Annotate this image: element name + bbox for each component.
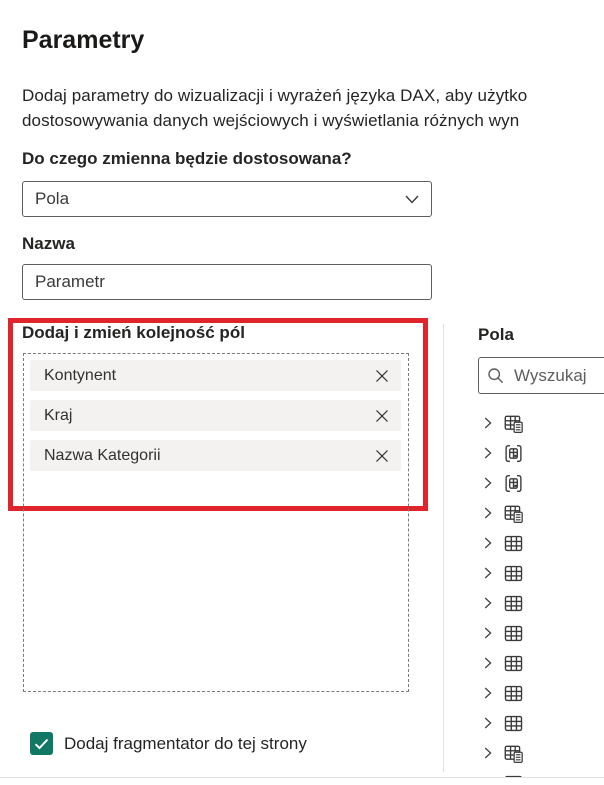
calculated-table-icon: [504, 744, 523, 763]
selected-field-chip[interactable]: [30, 400, 401, 431]
fields-tree-row[interactable]: [484, 468, 604, 498]
adjust-question-label: Do czego zmienna będzie dostosowana?: [22, 149, 352, 168]
selected-fields-list: [30, 360, 401, 480]
fields-search-input[interactable]: [512, 365, 604, 387]
fields-search-box: [478, 357, 604, 394]
fields-tree-row[interactable]: [484, 558, 604, 588]
slicer-checkbox[interactable]: [30, 732, 53, 755]
chevron-right-icon[interactable]: [484, 596, 495, 610]
chevron-right-icon[interactable]: [484, 776, 495, 777]
chevron-right-icon[interactable]: [484, 506, 495, 520]
table-icon: [504, 534, 523, 553]
table-icon: [504, 624, 523, 643]
fields-tree-row[interactable]: [484, 648, 604, 678]
fields-tree-row[interactable]: [484, 738, 604, 768]
selected-field-chip[interactable]: [30, 360, 401, 391]
fields-tree-row[interactable]: [484, 588, 604, 618]
fields-panel-title: Pola: [478, 325, 514, 344]
chevron-right-icon[interactable]: [484, 746, 495, 760]
description-line-1: Dodaj parametry do wizualizacji i wyrażeń języka DAX, aby użytko: [22, 86, 528, 105]
table-icon: [504, 714, 523, 733]
fields-tree-row[interactable]: [484, 768, 604, 777]
chevron-right-icon[interactable]: [484, 656, 495, 670]
dismiss-icon[interactable]: [375, 449, 389, 463]
fields-tree-row[interactable]: [484, 528, 604, 558]
chevron-right-icon[interactable]: [484, 536, 495, 550]
parameter-table-icon: [504, 474, 523, 493]
chevron-right-icon[interactable]: [484, 716, 495, 730]
chevron-right-icon[interactable]: [484, 416, 495, 430]
table-icon: [504, 594, 523, 613]
selected-field-chip[interactable]: [30, 440, 401, 471]
fields-tree-row[interactable]: [484, 498, 604, 528]
fields-tree-row[interactable]: [484, 618, 604, 648]
selected-field-label: Nazwa Kategorii: [44, 446, 161, 464]
fields-tree: [484, 408, 604, 777]
adjust-type-dropdown-value: Pola: [35, 189, 70, 208]
chevron-right-icon[interactable]: [484, 566, 495, 580]
dismiss-icon[interactable]: [375, 409, 389, 423]
selected-field-label: Kraj: [44, 406, 73, 424]
panel-divider: [443, 324, 444, 772]
chevron-right-icon[interactable]: [484, 476, 495, 490]
chevron-right-icon[interactable]: [484, 446, 495, 460]
fields-section-label: Dodaj i zmień kolejność pól: [22, 323, 245, 342]
page-title: Parametry: [22, 26, 145, 54]
fields-tree-row[interactable]: [484, 678, 604, 708]
fields-tree-row[interactable]: [484, 408, 604, 438]
chevron-right-icon[interactable]: [484, 686, 495, 700]
adjust-type-dropdown[interactable]: [22, 181, 432, 217]
fields-tree-row[interactable]: [484, 708, 604, 738]
bottom-divider: [0, 777, 604, 778]
table-icon: [504, 774, 523, 778]
chevron-down-icon: [405, 195, 419, 204]
name-input[interactable]: [35, 272, 419, 292]
table-icon: [504, 684, 523, 703]
dismiss-icon[interactable]: [375, 369, 389, 383]
parameter-table-icon: [504, 444, 523, 463]
name-field-wrapper: [22, 264, 432, 300]
description-line-2: dostosowywania danych wejściowych i wyświetlania różnych wyn: [22, 111, 520, 130]
name-label: Nazwa: [22, 234, 75, 253]
chevron-right-icon[interactable]: [484, 626, 495, 640]
calculated-table-icon: [504, 504, 523, 523]
search-icon: [487, 367, 512, 384]
calculated-table-icon: [504, 414, 523, 433]
add-slicer-row: [30, 732, 307, 755]
fields-tree-row[interactable]: [484, 438, 604, 468]
selected-field-label: Kontynent: [44, 366, 117, 384]
checkmark-icon: [34, 738, 49, 750]
slicer-checkbox-label: Dodaj fragmentator do tej strony: [64, 733, 307, 753]
table-icon: [504, 564, 523, 583]
table-icon: [504, 654, 523, 673]
